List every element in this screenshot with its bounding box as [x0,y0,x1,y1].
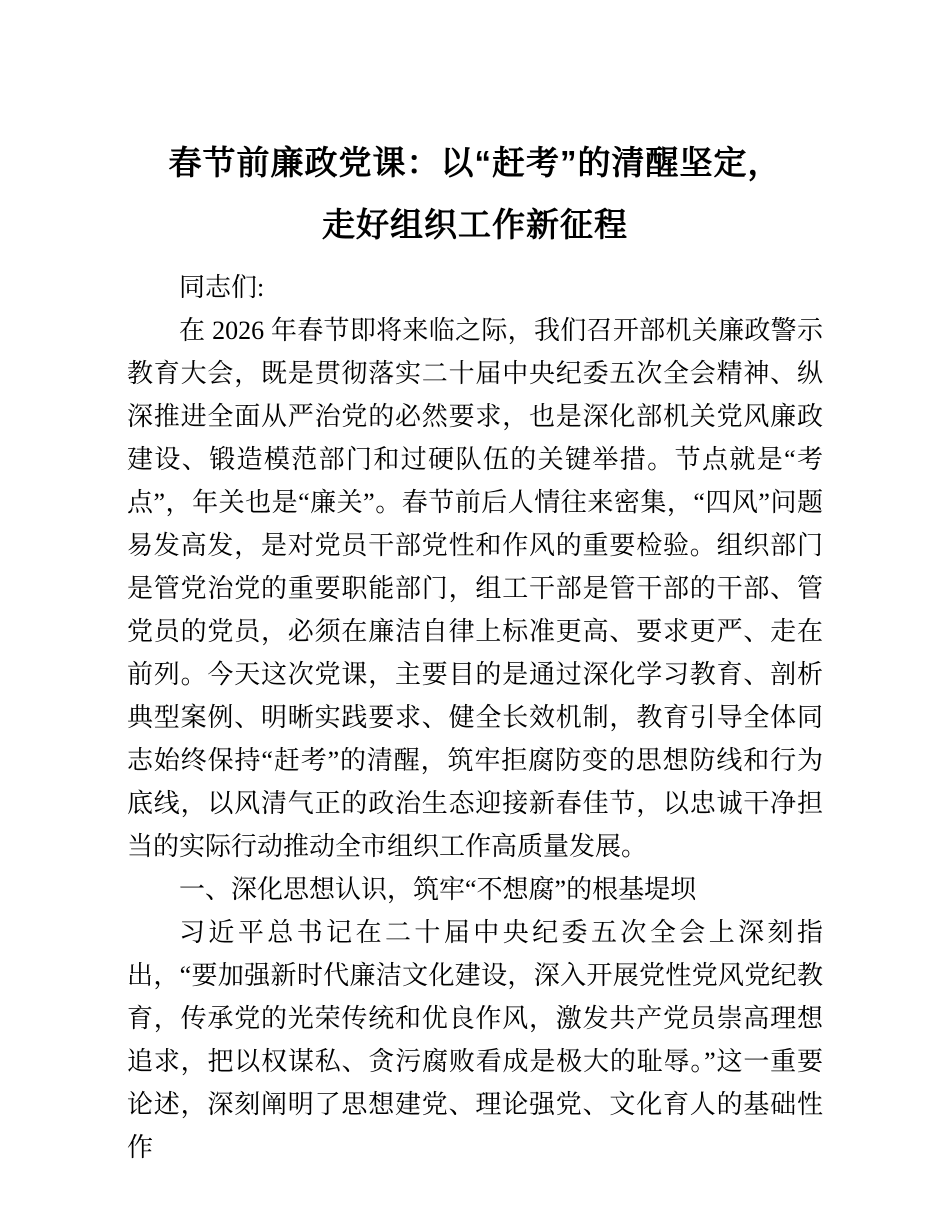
document-body [127,266,823,1169]
section-heading-1: 一、深化思想认识，筑牢“不想腐”的根基堤坝 [179,875,697,904]
paragraph-intro: 在 2026 年春节即将来临之际，我们召开部机关廉政警示教育大会，既是贯彻落实二十届中央纪委五次全会精神、纵深推进全面从严治党的必然要求，也是深化部机关党风廉政建设、锻造模范部门和过硬队伍的关键举措。节点就是“考点”，年关也是“廉关”。春节前后人情往来密集，“四风”问题易发高发，是对党员干部党性和作风的重要检验。组织部门是管党治党的重要职能部门，组工干部是管干部的干部、管党员的党员，必须在廉洁自律上标准更高、要求更严、走在前列。今天这次党课，主要目的是通过深化学习教育、剖析典型案例、明晰实践要求、健全长效机制，教育引导全体同志始终保持“赶考”的清醒，筑牢拒腐防变的思想防线和行为底线，以风清气正的政治生态迎接新春佳节，以忠诚干净担当的实际行动推动全市组织工作高质量发展。 [127,316,823,861]
document-title [127,132,823,256]
paragraph-section-1: 习近平总书记在二十届中央纪委五次全会上深刻指出，“要加强新时代廉洁文化建设，深入开展党性党风党纪教育，传承党的光荣传统和优良作风，激发共产党员崇高理想追求，把以权谋私、贪污腐败看成是极大的耻辱。”这一重要论述，深刻阐明了思想建党、理论强党、文化育人的基础性作 [127,918,823,1162]
document-title-line-1: 春节前廉政党课：以“赶考”的清醒坚定， [168,144,782,181]
salutation: 同志们: [179,273,265,302]
document-title-line-2: 走好组织工作新征程 [322,206,628,243]
